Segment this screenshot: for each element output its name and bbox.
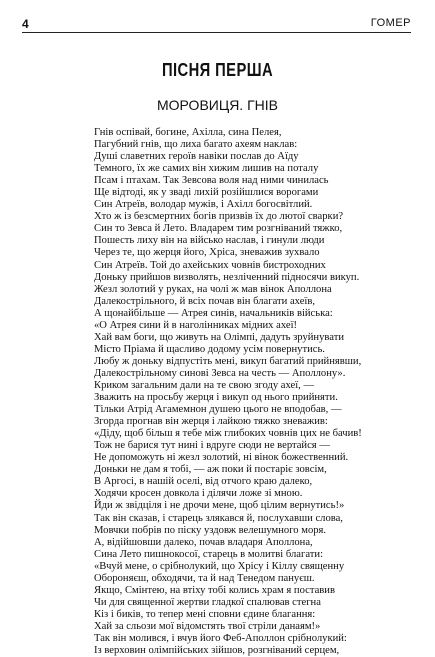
verse-body	[94, 127, 424, 657]
verse-line: Псам і птахам. Так Зевсова воля над ними чинилась	[94, 175, 329, 187]
verse-line: Далекострільного, й всіх почав він благати ахеїв,	[94, 295, 315, 307]
verse-line: Якщо, Смінтею, на втіху тобі колись храм я поставив	[94, 584, 335, 596]
verse-line: Хай вам боги, що живуть на Олімпі, дадуть зруйнувати	[94, 331, 344, 343]
song-subtitle: МОРОВИЦЯ. ГНІВ	[156, 97, 279, 113]
verse-line: Чи для священної жертви гладкої спалював стегна	[94, 596, 321, 608]
verse-line: Душі славетних героїв навіки послав до Аїду	[94, 151, 299, 163]
verse-line: Пошесть лиху він на військо наслав, і гинули люди	[94, 235, 325, 247]
verse-line: «О Атрея сини й в наголінниках мідних ахеї!	[94, 319, 298, 331]
verse-line: Далекострільному синові Зевса на честь — Аполлону».	[94, 367, 346, 379]
verse-line: Сина Лето пишнокосої, старець в молитві благати:	[94, 548, 324, 560]
verse-line: Гнів оспівай, богине, Ахілла, сина Пелея,	[94, 127, 282, 138]
verse-line: Ще відтоді, як у зваді лихій розійшлися ворогами	[94, 187, 319, 199]
verse-line: Так він сказав, і старець злякався й, послухавши слова,	[94, 512, 343, 524]
verse-line: Син Атреїв. Той до ахейських човнів бистроходних	[94, 259, 326, 271]
verse-line: В Аргосі, в нашій оселі, від отчого краю далеко,	[94, 476, 313, 488]
verse-line: Через те, що жерця його, Хріса, зневажив зухвало	[94, 247, 320, 259]
verse-line: Обороняєш, обходячи, та й над Тенедом пануєш.	[94, 572, 315, 584]
verse-line: Ходячи кросен довкола і ділячи ложе зі мною.	[94, 488, 303, 500]
song-title: ПІСНЯ ПЕРША	[161, 60, 274, 80]
verse-line: Не допоможуть ні жезл золотий, ні вінок божественний.	[94, 452, 349, 464]
page-header	[22, 17, 411, 31]
verse-line: Із верховин олімпійських зійшов, розгніваний серцем,	[94, 645, 340, 657]
verse-line: Місто Пріама й щасливо додому усім повернутись.	[94, 343, 325, 355]
verse-line: «Вчуй мене, о срібнолукий, що Хрісу і Кіллу священну	[94, 560, 345, 572]
verse-line: Тож не барися тут нині і вдруге сюди не вертайся —	[94, 440, 330, 452]
verse-line: Криком загальним дали на те свою згоду ахеї, —	[94, 379, 315, 391]
verse-line: «Діду, щоб більш я тебе між глибоких човнів цих не бачив!	[94, 428, 362, 440]
verse-line: Пагубний гнів, що лиха багато ахеям наклав:	[94, 139, 298, 151]
verse-line: Темного, їх же самих він хижим лишив на поталу	[94, 163, 319, 175]
verse-line: Згорда прогнав він жерця і лайкою тяжко зневажив:	[94, 416, 328, 428]
verse-line: Йди ж звідціля і не дрочи мене, щоб цілим вернутись!»	[94, 500, 345, 512]
verse-line: А щонайбільше — Атрея синів, начальників війська:	[94, 307, 333, 319]
page-number: 4	[22, 17, 29, 31]
verse-line: Хай за сльози мої відомстять твої стріли данаям!»	[94, 620, 321, 632]
verse-line: Син то Зевса й Лето. Владарем тим розгніваний тяжко,	[94, 223, 343, 235]
verse-line: Син Атреїв, володар мужів, і Ахілл богосвітлий.	[94, 199, 313, 211]
verse-line: Мовчки побрів по піску уздовж велешумного моря.	[94, 524, 327, 536]
verse-line: Хто ж із безсмертних богів призвів їх до лютої сварки?	[94, 211, 344, 223]
header-divider	[22, 32, 411, 33]
verse-line: Доньку прийшов визволять, незліченний підносячи викуп.	[94, 271, 360, 283]
verse-line: Доньки не дам я тобі, — аж поки й постаріє зовсім,	[94, 464, 327, 476]
verse-line: А, відійшовши далеко, почав владаря Аполлона,	[94, 536, 313, 548]
verse-line: Кіз і биків, то тепер мені сповни єдине благання:	[94, 608, 316, 620]
verse-line: Любу ж доньку відпустіть мені, викуп багатий прийнявши,	[94, 355, 362, 367]
running-title: ГОМЕР	[370, 17, 411, 29]
verse-line: Так він молився, і вчув його Феб-Аполлон срібнолукий:	[94, 632, 347, 644]
verse-line: Зважить на просьбу жерця і викуп од нього прийняти.	[94, 392, 338, 404]
verse-line: Тільки Атрід Агамемнон душею цього не вподобав, —	[94, 404, 342, 416]
verse-line: Жезл золотий у руках, на чолі ж мав вінок Аполлона	[94, 283, 332, 295]
